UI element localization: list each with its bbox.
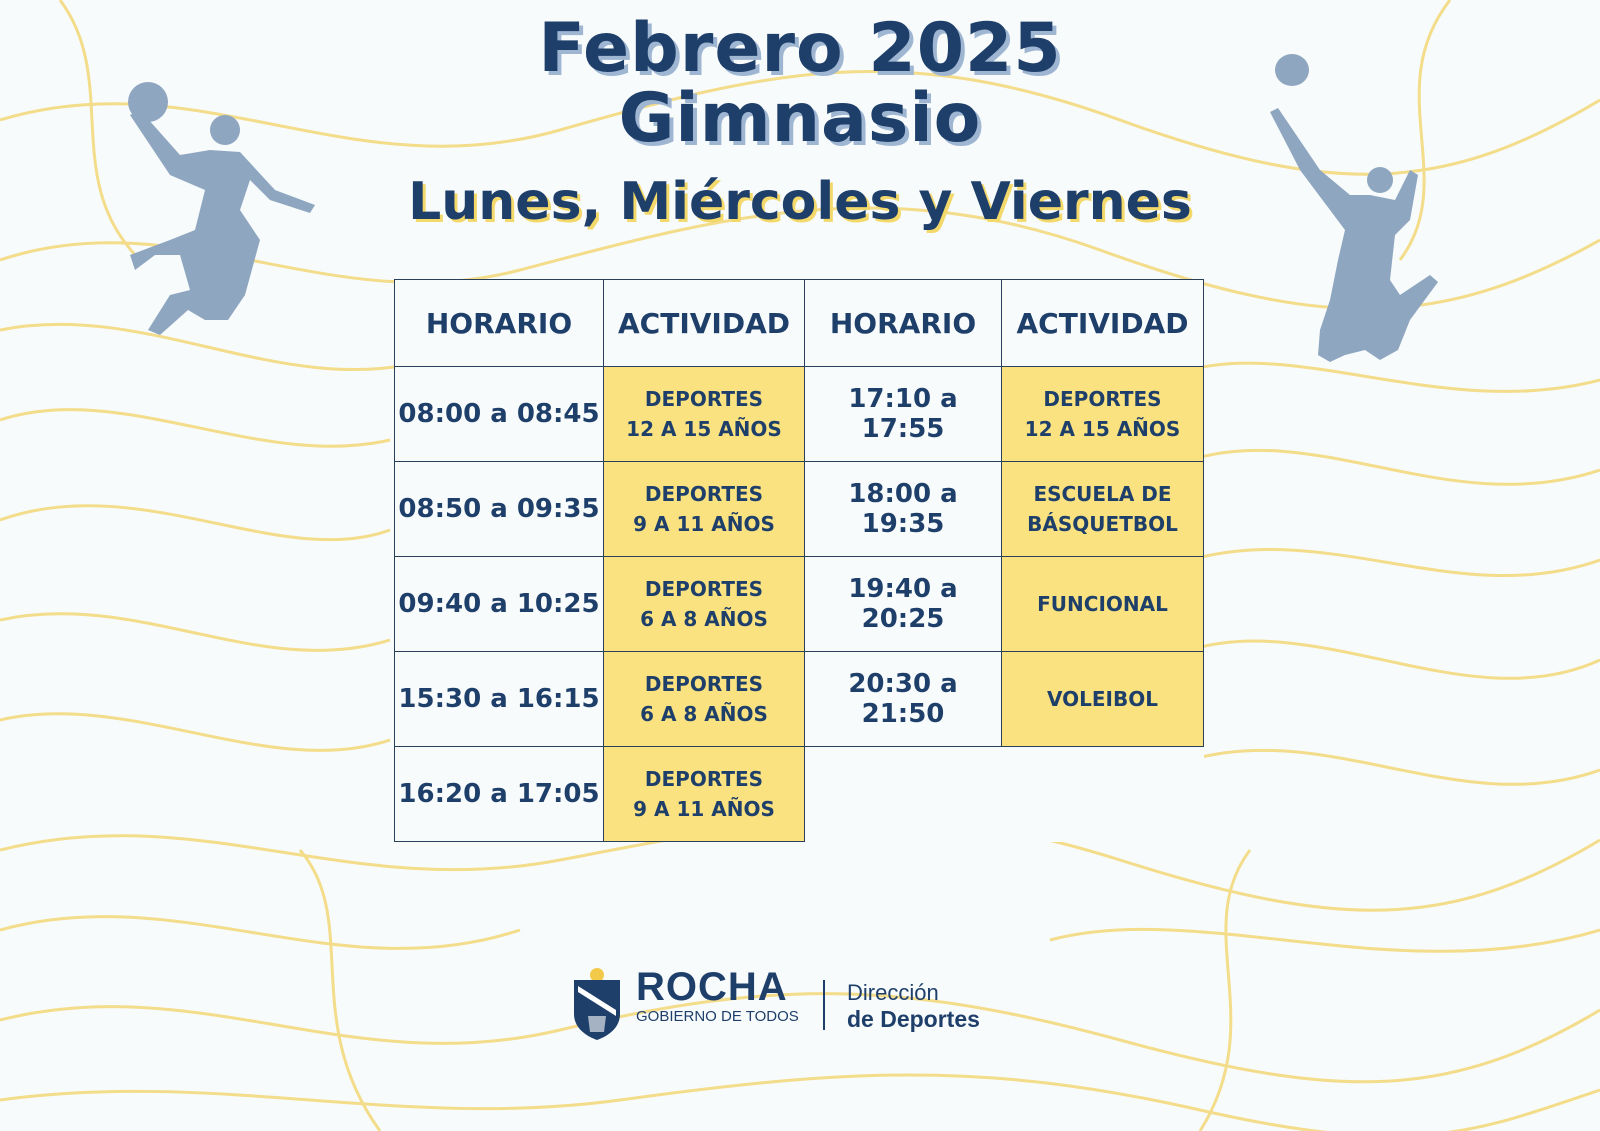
table-row xyxy=(395,367,1204,462)
logo-divider xyxy=(823,980,825,1030)
activity-cell xyxy=(604,367,805,462)
department-line-2: de Deportes xyxy=(847,1006,980,1032)
header-row xyxy=(395,280,1204,367)
activity-cell xyxy=(1002,367,1204,462)
activity-cell xyxy=(1002,652,1204,747)
time-cell: 20:30 a 21:50 xyxy=(805,652,1002,747)
header-horario-2: HORARIO xyxy=(805,280,1002,367)
subtitle-days: Lunes, Miércoles y Viernes xyxy=(408,172,1192,232)
activity-cell xyxy=(1002,462,1204,557)
time-cell: 17:10 a 17:55 xyxy=(805,367,1002,462)
empty-cell xyxy=(805,747,1002,842)
table-row xyxy=(395,557,1204,652)
activity-line: DEPORTES xyxy=(644,482,764,506)
brand-text xyxy=(636,966,799,1026)
activity-line: 6 A 8 AÑOS xyxy=(640,607,768,631)
department-line-1: Dirección xyxy=(847,980,939,1005)
activity-cell xyxy=(604,652,805,747)
footer-logo xyxy=(566,966,1026,1044)
time-cell: 15:30 a 16:15 xyxy=(395,652,604,747)
title-block xyxy=(0,9,1600,158)
activity-line: 12 A 15 AÑOS xyxy=(626,417,782,441)
activity-line: FUNCIONAL xyxy=(1037,592,1168,616)
activity-line: VOLEIBOL xyxy=(1047,687,1158,711)
table-row xyxy=(395,462,1204,557)
empty-cell xyxy=(1002,747,1204,842)
activity-line: BÁSQUETBOL xyxy=(1027,512,1178,536)
title-month: Febrero 2025 xyxy=(538,9,1062,88)
table-row xyxy=(395,652,1204,747)
activity-line: DEPORTES xyxy=(1043,387,1162,411)
header-actividad: ACTIVIDAD xyxy=(604,280,805,367)
activity-line: ESCUELA DE xyxy=(1033,482,1172,506)
time-cell: 09:40 a 10:25 xyxy=(395,557,604,652)
activity-line: DEPORTES xyxy=(644,672,764,696)
activity-cell xyxy=(604,747,805,842)
activity-cell xyxy=(1002,557,1204,652)
activity-line: 9 A 11 AÑOS xyxy=(633,512,775,536)
time-cell: 18:00 a 19:35 xyxy=(805,462,1002,557)
activity-line: DEPORTES xyxy=(644,767,764,791)
activity-cell xyxy=(604,462,805,557)
activity-cell xyxy=(604,557,805,652)
activity-line: DEPORTES xyxy=(644,577,764,601)
time-cell: 16:20 a 17:05 xyxy=(395,747,604,842)
brand-name: ROCHA xyxy=(636,965,788,1009)
title-venue: Gimnasio xyxy=(618,79,982,158)
activity-line: 6 A 8 AÑOS xyxy=(640,702,768,726)
table-row xyxy=(395,747,1204,842)
activity-line: 9 A 11 AÑOS xyxy=(633,797,775,821)
activity-line: DEPORTES xyxy=(644,387,764,411)
header-horario: HORARIO xyxy=(395,280,604,367)
header-actividad-2: ACTIVIDAD xyxy=(1002,280,1204,367)
brand-tagline: GOBIERNO DE TODOS xyxy=(636,1008,799,1025)
activity-line: 12 A 15 AÑOS xyxy=(1024,417,1181,441)
time-cell: 08:00 a 08:45 xyxy=(395,367,604,462)
schedule-table xyxy=(394,279,1204,842)
time-cell: 19:40 a 20:25 xyxy=(805,557,1002,652)
time-cell: 08:50 a 09:35 xyxy=(395,462,604,557)
rocha-coat-of-arms-logo-icon xyxy=(566,966,628,1044)
department-name xyxy=(847,980,980,1032)
